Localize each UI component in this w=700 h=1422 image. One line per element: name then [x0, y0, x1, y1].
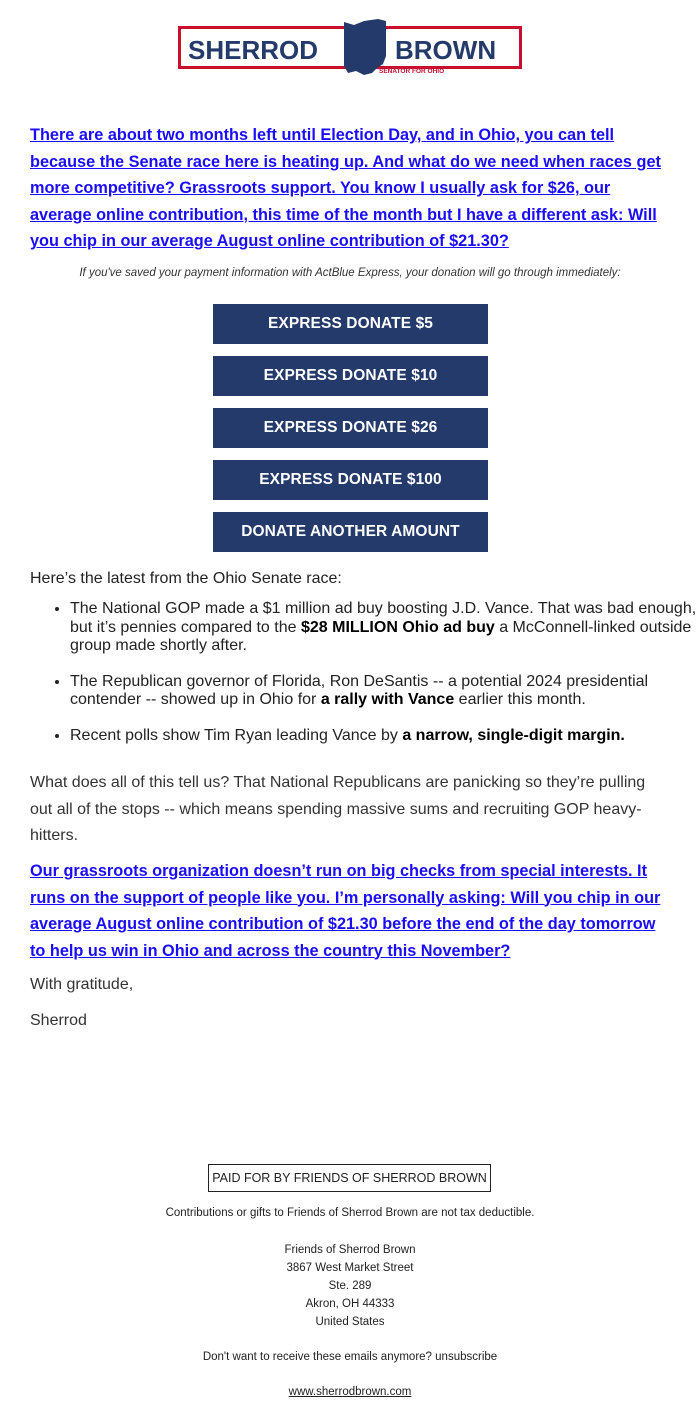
campaign-logo: [178, 18, 522, 76]
website-link[interactable]: www.sherrodbrown.com: [288, 1386, 412, 1398]
race-update-list: [30, 600, 700, 762]
list-item-text: a McConnell-linked outside group made shortly after.: [70, 618, 692, 654]
address-line: 3867 West Market Street: [286, 1262, 414, 1274]
express-donate-26-button[interactable]: EXPRESS DONATE $26: [213, 408, 488, 448]
tax-deductible-note: Contributions or gifts to Friends of Sherrod Brown are not tax deductible.: [165, 1207, 535, 1219]
unsubscribe-prefix: Don't want to receive these emails anymore?: [202, 1351, 432, 1363]
website-line: [0, 1386, 700, 1398]
express-donate-5-button[interactable]: EXPRESS DONATE $5: [213, 304, 488, 344]
address-line: Akron, OH 44333: [305, 1298, 395, 1310]
list-item-text: earlier this month.: [454, 691, 586, 708]
closing-line: With gratitude,: [30, 976, 134, 993]
analysis-paragraph: What does all of this tell us? That National Republicans are panicking so they’re pulling out all of the stops -- which means spending massive sums and recruiting GOP heavy-hitters.: [30, 774, 646, 844]
logo-last-name: BROWN: [395, 35, 497, 65]
list-item-emphasis: a rally with Vance: [320, 691, 455, 708]
logo-graphic: [178, 18, 522, 76]
express-donate-100-button[interactable]: EXPRESS DONATE $100: [213, 460, 488, 500]
address-line: Friends of Sherrod Brown: [284, 1244, 416, 1256]
address-line: Ste. 289: [328, 1280, 372, 1292]
paid-for-disclaimer: PAID FOR BY FRIENDS OF SHERROD BROWN: [208, 1164, 491, 1192]
actblue-express-note: If you've saved your payment information with ActBlue Express, your donation will go through immediately:: [79, 267, 621, 279]
ask-donation-link[interactable]: Our grassroots organization doesn’t run on big checks from special interests. It runs on the support of people like you. I’m personally asking: Will you chip in our average August online contribution of $21.30 before the end of the day tomorrow to help us win in Ohio and across the country this November?: [30, 862, 661, 960]
unsubscribe-link[interactable]: unsubscribe: [435, 1351, 498, 1363]
logo-tagline: SENATOR FOR OHIO: [379, 68, 445, 75]
list-item-emphasis: $28 MILLION Ohio ad buy: [300, 618, 495, 636]
signature: Sherrod: [30, 1012, 87, 1029]
list-item-text: Recent polls show Tim Ryan leading Vance by: [70, 726, 403, 744]
intro-text: Here’s the latest from the Ohio Senate race:: [30, 570, 342, 587]
mailing-address: [0, 1241, 700, 1331]
list-item: [70, 673, 700, 710]
lead-donation-link[interactable]: There are about two months left until Election Day, and in Ohio, you can tell because the Senate race here is heating up. And what do we need when races get more competitive? Grassroots support. You know I usually ask for $26, our average online contribution, this time of the month but I have a different ask: Will you chip in our average August online contribution of $21.30?: [30, 126, 661, 250]
list-item-text: The National GOP made a $1 million ad buy boosting J.D. Vance. That was bad enough, but it’s pennies compared to the: [70, 600, 697, 636]
list-item: [70, 600, 700, 656]
logo-first-name: SHERROD: [188, 35, 319, 65]
address-line: United States: [315, 1316, 385, 1328]
list-item-emphasis: a narrow, single-digit margin.: [402, 726, 625, 744]
donate-another-amount-button[interactable]: DONATE ANOTHER AMOUNT: [213, 512, 488, 552]
unsubscribe-line: [0, 1351, 700, 1363]
list-item-text: The Republican governor of Florida, Ron DeSantis -- a potential 2024 presidential contender -- showed up in Ohio for: [70, 672, 649, 708]
list-item: [70, 727, 700, 746]
express-donate-10-button[interactable]: EXPRESS DONATE $10: [213, 356, 488, 396]
